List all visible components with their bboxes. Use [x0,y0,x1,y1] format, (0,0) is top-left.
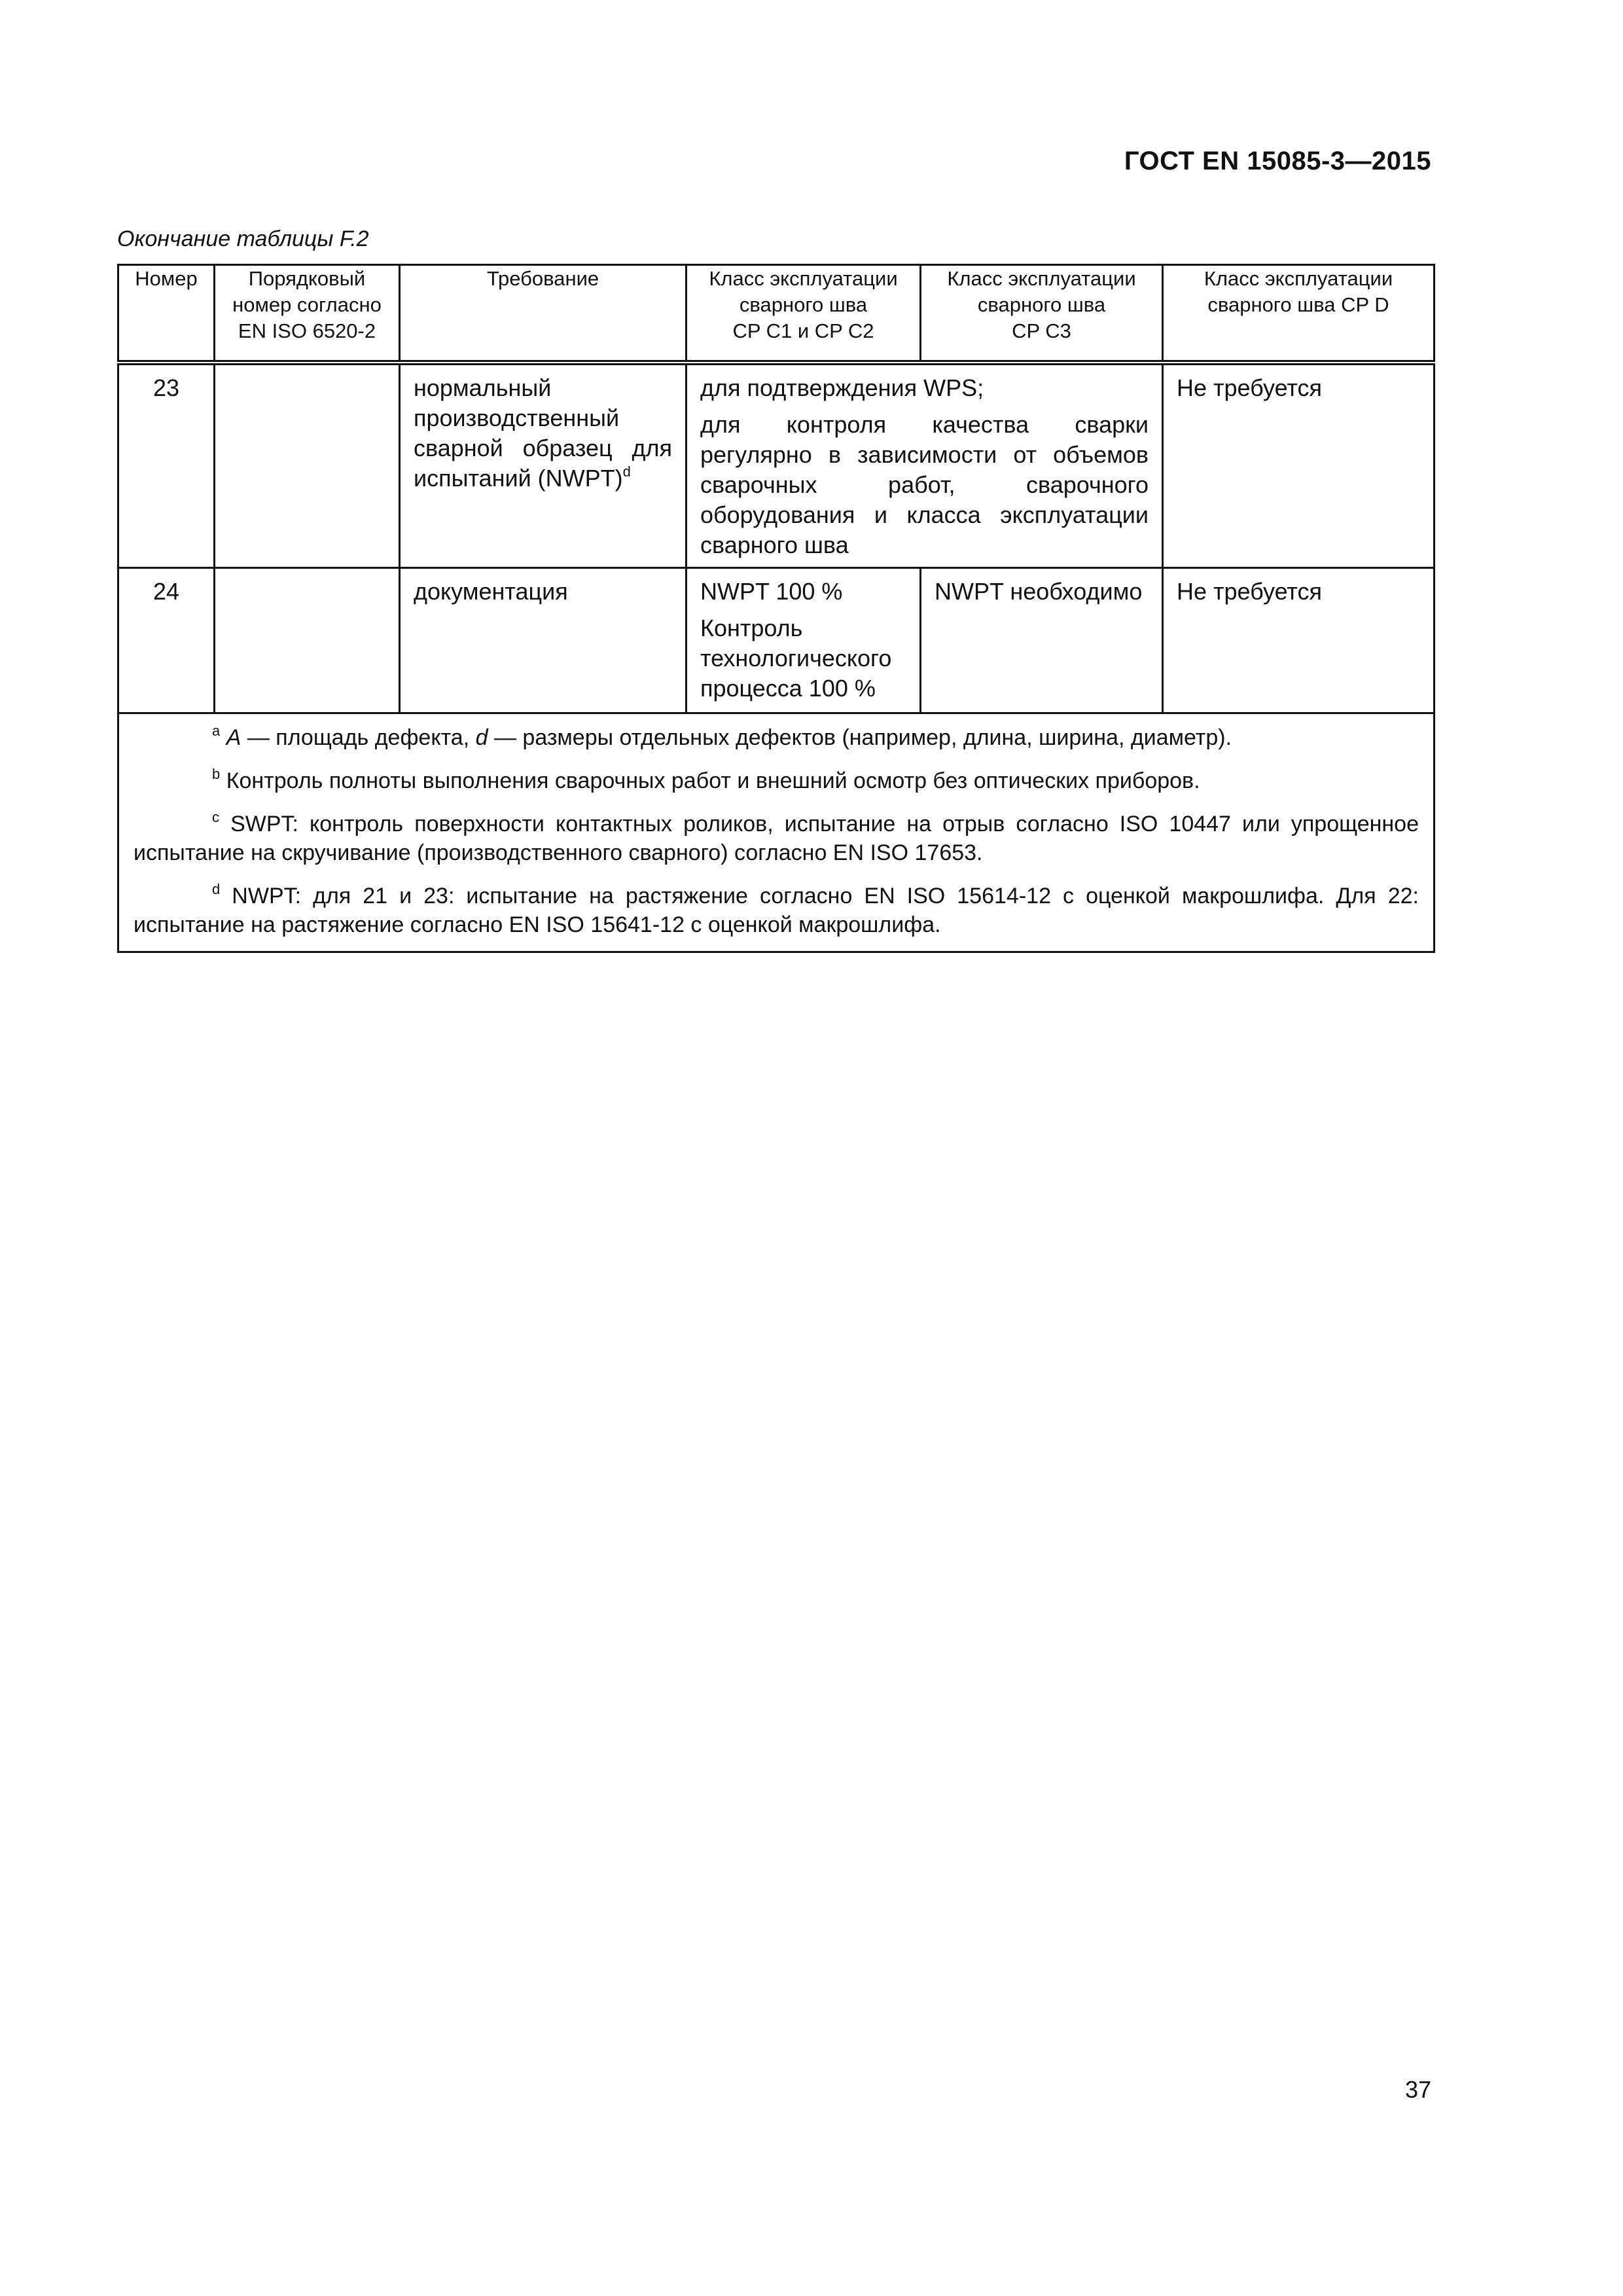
cell-class-d: Не требуется [1163,568,1435,713]
cell-class-c1-c2: NWPT 100 % Контроль технологического процесса 100 % [687,568,921,713]
cell-requirement: нормальный производственный сварной образец для испытаний (NWPT)$^d$ [400,363,687,568]
cell-requirement: документация [400,568,687,713]
col-header-class-c1-c2: Класс эксплуатации сварного шва CP C1 и CP C2 [687,265,921,363]
cell-iso-number [215,363,400,568]
footnote-c: $^c$ SWPT: контроль поверхности контактных роликов, испытание на отрыв согласно ISO 10447 или упрощенное испытание на скручивание (производственного сварного) согласно EN ISO 17653. [134,808,1419,865]
document-code: ГОСТ EN 15085-3—2015 [1124,147,1431,175]
page-number: 37 [1404,2076,1431,2103]
table-header-row [118,265,1435,363]
table-row [118,363,1435,568]
cell-class-d: Не требуется [1163,363,1435,568]
cell-class-c1-c3: для подтверждения WPS; для контроля качества сварки регулярно в зависимости от объемов сварочных работ, сварочного оборудования и класса эксплуатации сварного шва [687,363,1163,568]
footnotes-cell [118,713,1435,952]
footnote-d: $^d$ NWPT: для 21 и 23: испытание на растяжение согласно EN ISO 15614-12 с оценкой макрошлифа. Для 22: испытание на растяжение согласно EN ISO 15641-12 с оценкой макрошлифа. [134,880,1419,937]
footnotes-row [118,713,1435,952]
requirements-table [117,264,1435,953]
col-header-requirement: Требование [400,265,687,363]
col-header-iso-number: Порядковый номер согласно EN ISO 6520-2 [215,265,400,363]
col-header-class-d: Класс эксплуатации сварного шва CP D [1163,265,1435,363]
table-caption: Окончание таблицы F.2 [117,226,369,251]
cell-iso-number [215,568,400,713]
cell-number: 23 [118,363,215,568]
col-header-class-c3: Класс эксплуатации сварного шва CP C3 [921,265,1163,363]
footnote-b: $^b$ Контроль полноты выполнения сварочных работ и внешний осмотр без оптических приборов. [212,765,1200,793]
col-header-number: Номер [118,265,215,363]
footnote-a: $^a$ A — площадь дефекта, d — размеры отдельных дефектов (например, длина, ширина, диаметр). [212,722,1232,750]
cell-class-c3: NWPT необходимо [921,568,1163,713]
table-row [118,568,1435,713]
cell-number: 24 [118,568,215,713]
